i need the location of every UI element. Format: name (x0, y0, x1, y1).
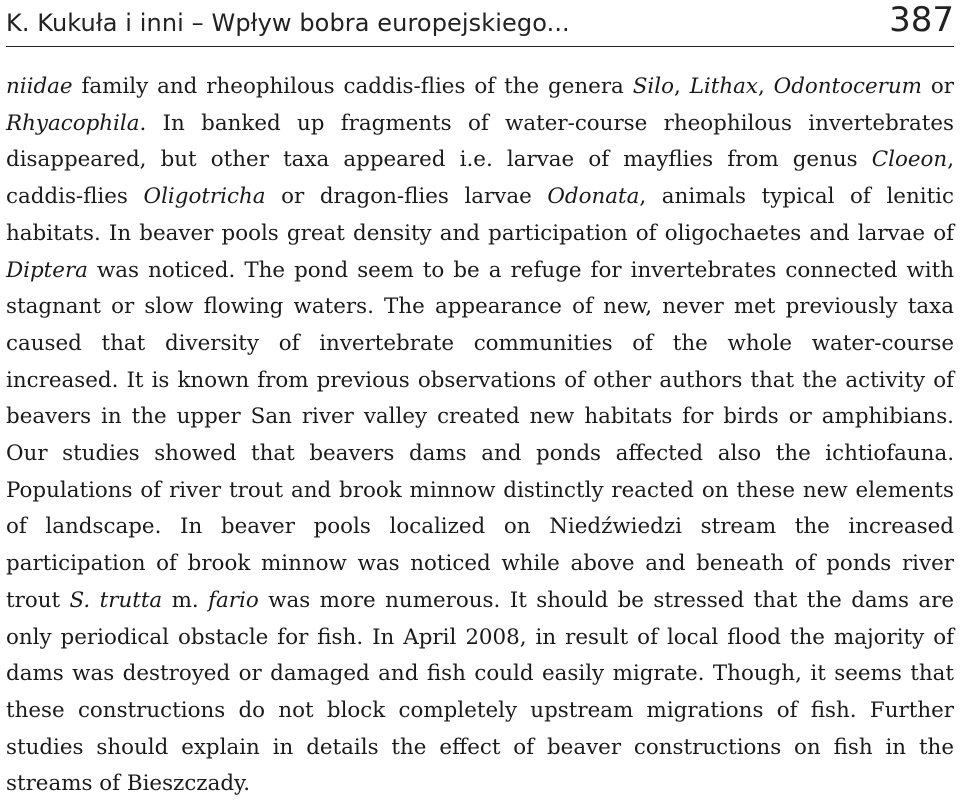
italic-term: Oligotricha (143, 184, 266, 210)
italic-term: Odonata (547, 184, 640, 210)
text-run: , (673, 74, 690, 99)
italic-term: Lithax (689, 74, 758, 99)
text-run: family and rheophilous caddis-flies of the genera (72, 74, 633, 99)
page-number: 387 (889, 0, 954, 40)
body-paragraph (6, 69, 954, 803)
body-text (6, 69, 954, 803)
text-run: or (921, 74, 954, 99)
italic-term: Cloeon (871, 147, 948, 173)
italic-term: Diptera (6, 257, 88, 283)
italic-term: Odontocerum (773, 74, 922, 99)
text-run: , caddis-flies (6, 147, 954, 210)
italic-term: S. trutta (69, 587, 163, 613)
text-run: . In banked up fragments of water-course rheophilous invertebrates disappeared, but other taxa appeared i.e. larvae of mayflies from genus (6, 110, 954, 173)
text-run: was noticed. The pond seem to be a refuge for invertebrates connected with stagnant or slow flowing waters. The appearance of new, never met previously taxa caused that diversity of invertebrate communities of the whole water-course increased. It is known from previous observations of other authors that the activity of beavers in the upper San river valley created new habitats for birds or amphibians. Our studies showed that beavers dams and ponds affected also the ichtiofauna. Populations of river trout and brook minnow distinctly reacted on these new elements of landscape. In beaver pools localized on Niedźwiedzi stream the increased participation of brook minnow was noticed while above and beneath of ponds river trout (6, 257, 954, 613)
text-run: m. (162, 587, 209, 613)
text-run: or dragon-flies larvae (265, 184, 548, 210)
running-head (6, 0, 954, 47)
italic-term: Silo (632, 74, 674, 99)
italic-term: niidae (6, 74, 73, 99)
text-run: , animals typical of lenitic habitats. In beaver pools great density and participation of oligochaetes and larvae of (6, 184, 955, 246)
italic-term: Rhyacophila (6, 110, 140, 136)
running-head-title: K. Kukuła i inni – Wpływ bobra europejskiego... (6, 9, 570, 37)
text-run: , (757, 74, 774, 99)
text-run: was more numerous. It should be stressed that the dams are only periodical obstacle for fish. In April 2008, in result of local flood the majority of dams was destroyed or damaged and fish could easily migrate. Though, it seems that these constructions do not block completely upstream migrations of fish. Further studies should explain in details the effect of beaver constructions on fish in the streams of Bieszczady. (6, 587, 954, 797)
italic-term: fario (208, 587, 259, 613)
